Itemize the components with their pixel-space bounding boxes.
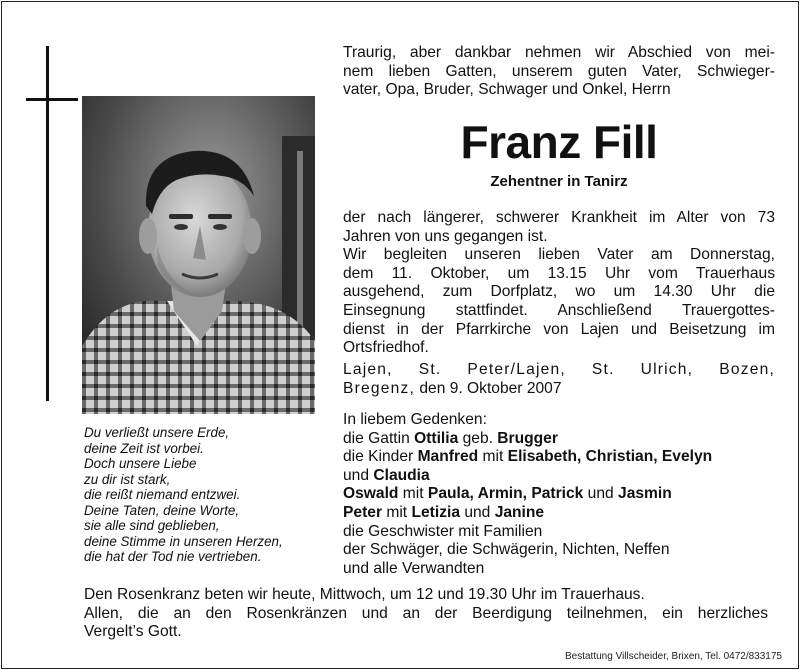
mourner-text: mit xyxy=(478,448,508,466)
body-line: Wir begleiten unseren lieben Vater am Donnerstag, xyxy=(343,246,775,264)
place-bregenz: Bregenz, xyxy=(343,379,416,397)
mourner-name: Peter xyxy=(343,503,383,521)
mourner-children-cont xyxy=(343,467,775,486)
mourner-name: Letizia xyxy=(411,503,460,521)
poem-line: Deine Taten, deine Worte, xyxy=(84,502,240,518)
announcement-text xyxy=(343,209,775,358)
notice-date: den 9. Oktober 2007 xyxy=(415,379,562,397)
poem-line: deine Stimme in unseren Herzen, xyxy=(84,533,283,549)
mourner-name: Manfred xyxy=(417,448,479,466)
poem-line: Doch unsere Liebe xyxy=(84,456,197,471)
intro-line: nem lieben Gatten, unserem guten Vater, Schwieger- xyxy=(343,62,775,80)
places-line: Lajen, St. Peter/Lajen, St. Ulrich, Bozen, xyxy=(343,361,775,378)
mourner-child-peter xyxy=(343,504,775,523)
intro-line: vater, Opa, Bruder, Schwager und Onkel, Herrn xyxy=(343,81,671,99)
closing-line: Allen, die an den Rosenkränzen und an der Beerdigung teilnehmen, ein herzliches xyxy=(84,604,768,622)
mourner-relatives: und alle Verwandten xyxy=(343,559,485,577)
portrait-photo xyxy=(82,96,315,414)
poem-line: die hat der Tod nie vertrieben. xyxy=(84,549,262,564)
mourner-name: Oswald xyxy=(343,485,399,503)
deceased-subtitle: Zehentner in Tanirz xyxy=(490,173,628,190)
rosary-notice xyxy=(84,586,768,642)
funeral-home-credit: Bestattung Villscheider, Brixen, Tel. 0472/833175 xyxy=(564,651,782,662)
closing-line: Den Rosenkranz beten wir heute, Mittwoch, um 12 und 19.30 Uhr im Trauerhaus. xyxy=(84,586,645,603)
places-date-line xyxy=(343,380,775,399)
mourner-name: Jasmin xyxy=(618,485,672,503)
mourner-text: die Gattin xyxy=(343,429,415,447)
mourner-name: Elisabeth, Christian, Evelyn xyxy=(507,448,713,466)
body-line: Einsegnung stattfindet. Anschließend Trauergottes- xyxy=(343,301,775,319)
mourner-name: Ottilia xyxy=(414,429,459,447)
poem-line: sie alle sind geblieben, xyxy=(84,518,220,533)
memorial-poem xyxy=(84,425,324,565)
cross-horizontal-bar xyxy=(26,98,78,101)
mourner-name: Brugger xyxy=(497,429,558,447)
deceased-name: Franz Fill xyxy=(460,116,658,168)
mourner-text: mit xyxy=(382,503,412,521)
mourners-heading: In liebem Gedenken: xyxy=(343,411,487,428)
body-line: Ortsfriedhof. xyxy=(343,339,429,357)
mourner-text: die Kinder xyxy=(343,448,418,466)
mourner-text: mit xyxy=(398,485,428,503)
mourner-name: Janine xyxy=(494,503,545,521)
mourner-text: und xyxy=(460,503,495,521)
body-line: dienst in der Pfarrkirche von Lajen und Beisetzung im xyxy=(343,320,775,338)
mourner-spouse xyxy=(343,430,775,449)
poem-line: die reißt niemand entzwei. xyxy=(84,487,241,502)
mourner-text: geb. xyxy=(458,429,498,447)
body-line: ausgehend, zum Dorfplatz, wo um 14.30 Uhr die xyxy=(343,283,775,301)
closing-line: Vergelt’s Gott. xyxy=(84,623,182,641)
intro-text xyxy=(343,44,775,100)
poem-line: Du verließt unsere Erde, xyxy=(84,425,230,440)
places-and-date xyxy=(343,361,775,398)
body-line: Jahren von uns gegangen ist. xyxy=(343,227,548,245)
mourner-text: und xyxy=(343,466,374,484)
mourner-inlaws: der Schwäger, die Schwägerin, Nichten, Neffen xyxy=(343,541,670,559)
mourner-siblings: die Geschwister mit Familien xyxy=(343,522,543,540)
mourner-name: Paula, Armin, Patrick xyxy=(427,485,584,503)
intro-line: Traurig, aber dankbar nehmen wir Abschied von mei- xyxy=(343,44,775,61)
body-line: der nach längerer, schwerer Krankheit im Alter von 73 xyxy=(343,209,775,226)
portrait-image xyxy=(82,96,315,414)
body-line: dem 11. Oktober, um 13.15 Uhr vom Trauerhaus xyxy=(343,264,775,282)
mourner-children xyxy=(343,448,775,467)
poem-line: zu dir ist stark, xyxy=(84,471,171,487)
poem-line: deine Zeit ist vorbei. xyxy=(84,440,204,456)
mourner-name: Claudia xyxy=(373,466,430,484)
mourner-text: und xyxy=(583,485,619,503)
mourners-list xyxy=(343,411,775,578)
mourner-child-oswald xyxy=(343,485,775,504)
